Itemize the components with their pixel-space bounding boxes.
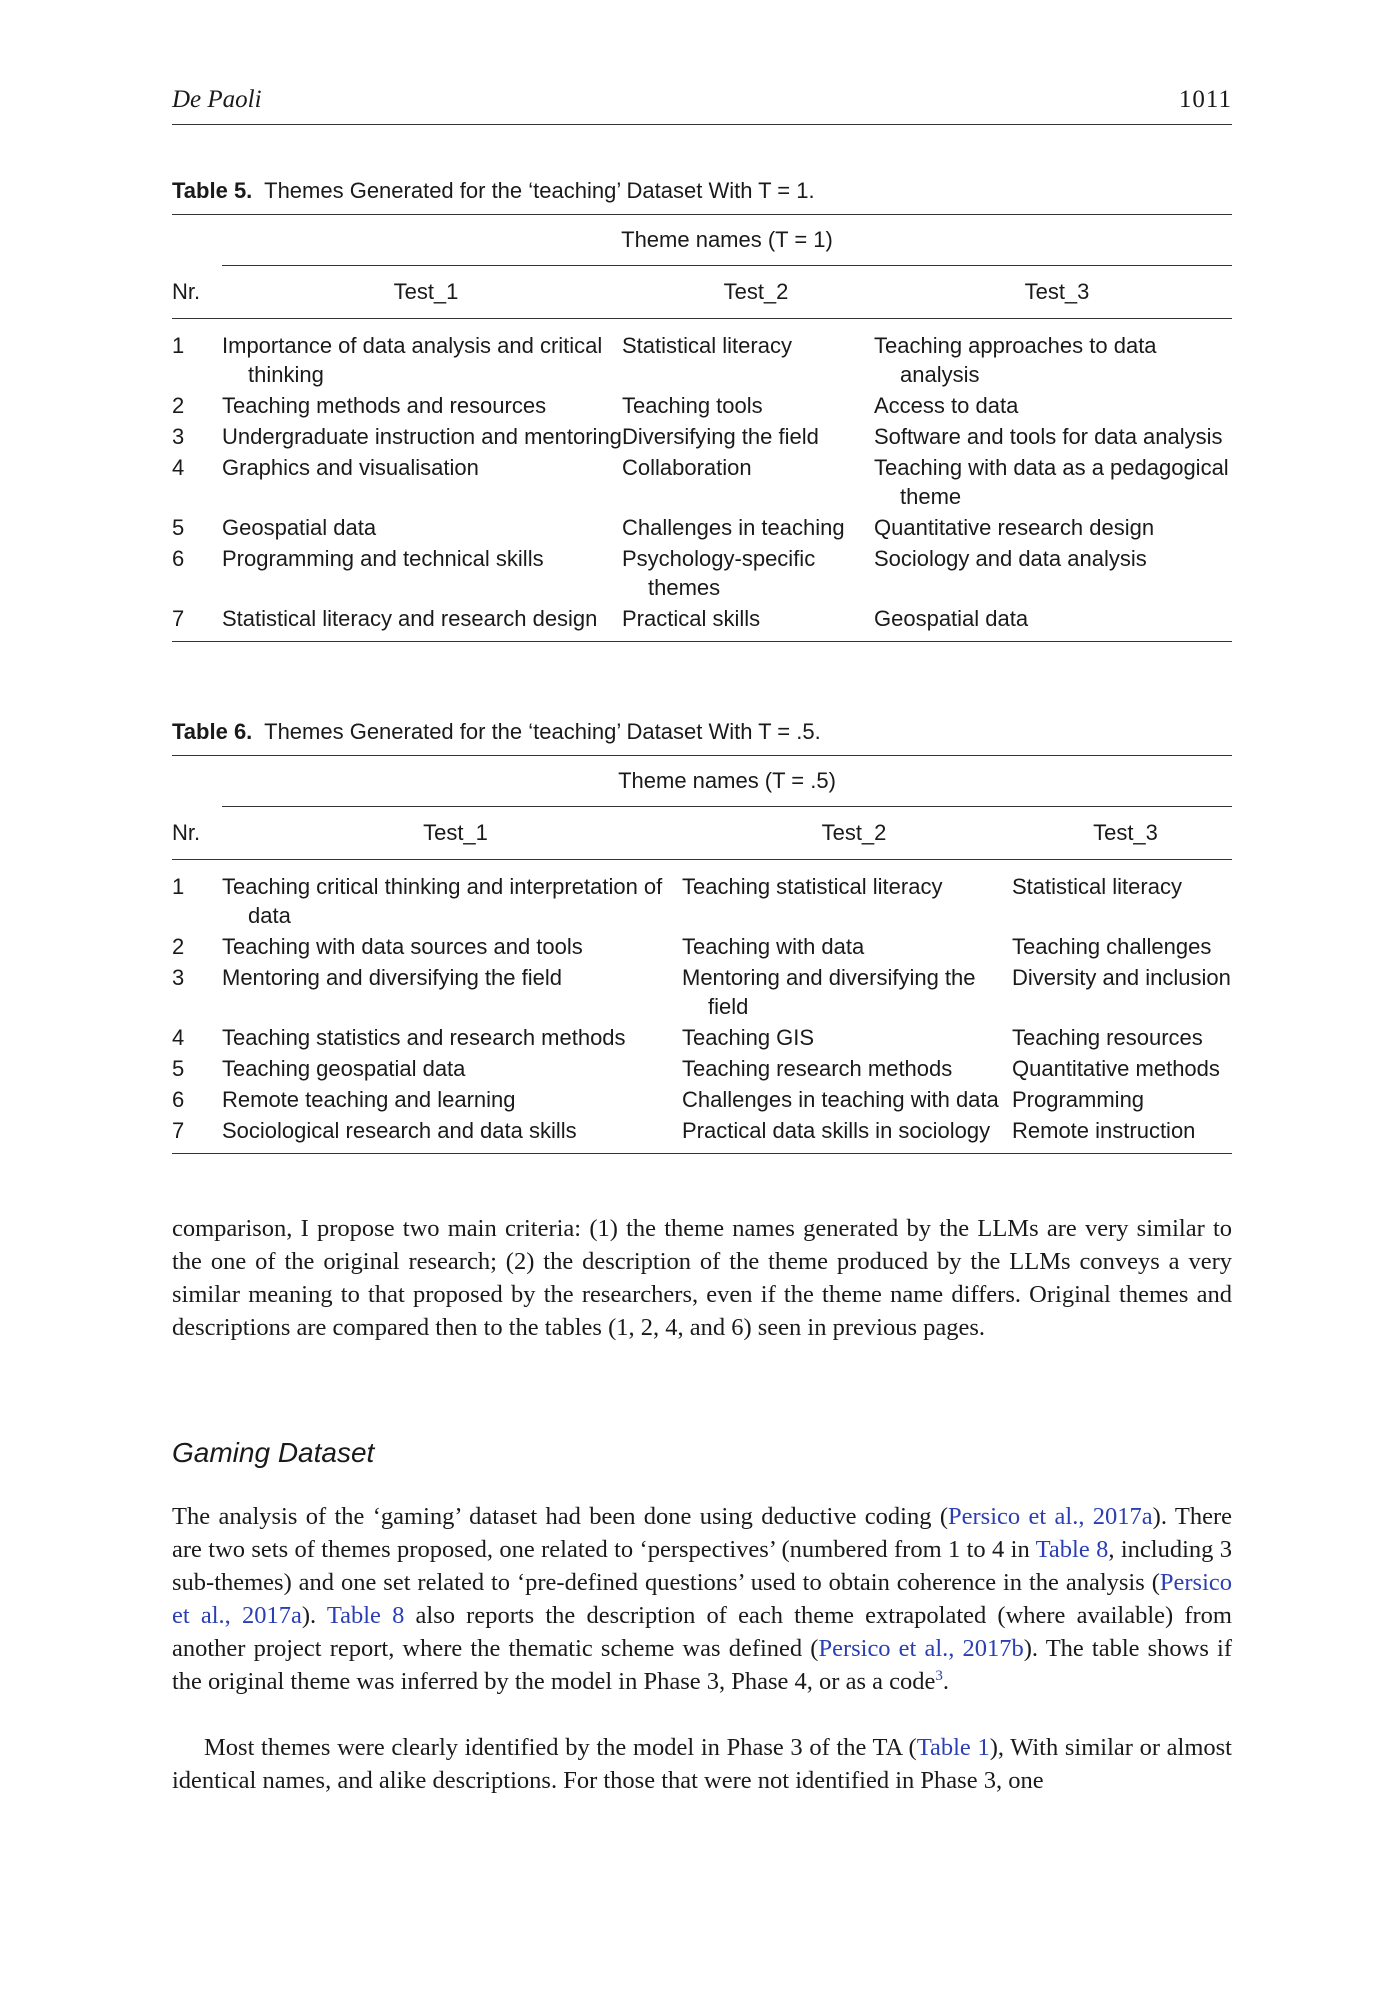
citation-link[interactable]: Persico et al., 2017b — [818, 1635, 1024, 1662]
cell-text: Teaching challenges — [1012, 934, 1212, 959]
table-cell — [222, 544, 622, 602]
table-caption — [172, 174, 1232, 208]
row-number-cell — [172, 1054, 222, 1083]
cell-text: 6 — [172, 546, 185, 571]
table-row — [172, 963, 1232, 1021]
table-cell — [874, 331, 1232, 389]
row-number-cell — [172, 872, 222, 930]
cell-text: Teaching with data sources and tools — [222, 934, 583, 959]
table-cell — [622, 422, 874, 451]
cell-text: 5 — [172, 1056, 185, 1081]
cell-text: 4 — [172, 1025, 185, 1050]
cell-text: Teaching methods and resources — [222, 393, 547, 418]
cell-text: Sociological research and data skills — [222, 1118, 577, 1143]
cell-text: 7 — [172, 1118, 185, 1143]
cell-text: Remote instruction — [1012, 1118, 1196, 1143]
cell-text: Programming — [1012, 1087, 1145, 1112]
table-cell — [682, 1054, 1012, 1083]
cell-text: Practical skills — [622, 606, 761, 631]
cell-text: 4 — [172, 455, 185, 480]
cell-text: 5 — [172, 515, 185, 540]
row-number-cell — [172, 331, 222, 389]
cell-text: Teaching statistical literacy — [682, 874, 943, 899]
row-number-cell — [172, 513, 222, 542]
table-row — [172, 331, 1232, 389]
cell-text: Geospatial data — [874, 606, 1029, 631]
table-body — [172, 319, 1232, 642]
table-cell — [874, 453, 1232, 511]
table-cell — [622, 513, 874, 542]
table-cell — [222, 513, 622, 542]
table-cell — [222, 604, 622, 633]
text-run: ). — [301, 1602, 327, 1629]
row-number-cell — [172, 932, 222, 961]
row-number-cell — [172, 422, 222, 451]
table-reference-link[interactable]: Table 1 — [916, 1734, 990, 1761]
row-number-cell — [172, 453, 222, 511]
table-cell — [222, 932, 682, 961]
table-cell — [682, 1116, 1012, 1145]
table-cell — [222, 1116, 682, 1145]
footnote-marker[interactable]: 3 — [935, 1667, 943, 1684]
table-cell — [682, 1085, 1012, 1114]
table-label: Table 5. — [172, 178, 253, 203]
running-head-author: De Paoli — [172, 86, 262, 113]
citation-link[interactable]: Persico et al., 2017a — [172, 1569, 1232, 1629]
cell-text: 6 — [172, 1087, 185, 1112]
table-cell — [1012, 872, 1232, 930]
table-row — [172, 1116, 1232, 1145]
column-header: Test_2 — [723, 279, 789, 304]
cell-text: Teaching research methods — [682, 1056, 953, 1081]
row-number-cell — [172, 1085, 222, 1114]
table-row — [172, 422, 1232, 451]
table-group-header: Theme names (T = 1) — [222, 215, 1232, 266]
cell-text: Quantitative methods — [1012, 1056, 1220, 1081]
table-cell — [1012, 1116, 1232, 1145]
page-number: 1011 — [1178, 86, 1232, 113]
table-cell — [1012, 1023, 1232, 1052]
table-cell — [1012, 963, 1232, 1021]
table-cell — [222, 391, 622, 420]
cell-text: Mentoring and diversifying the field — [682, 965, 976, 1019]
text-run: The analysis of the ‘gaming’ dataset had been done using deductive coding ( — [172, 1503, 948, 1530]
table-caption-text: Themes Generated for the ‘teaching’ Dataset With T = 1. — [264, 178, 815, 203]
cell-text: Practical data skills in sociology — [682, 1118, 991, 1143]
column-header: Test_2 — [821, 820, 887, 845]
table-cell — [1012, 932, 1232, 961]
cell-text: Challenges in teaching — [622, 515, 845, 540]
cell-text: Geospatial data — [222, 515, 377, 540]
text-run: also reports the description of each theme extrapolated (where available) from another project report, where the thematic scheme was defined ( — [172, 1602, 1232, 1662]
cell-text: 7 — [172, 606, 185, 631]
table-header-row — [172, 807, 1232, 860]
cell-text: Remote teaching and learning — [222, 1087, 516, 1112]
table-header-row — [172, 266, 1232, 319]
cell-text: Statistical literacy — [1012, 874, 1182, 899]
table-cell — [222, 1023, 682, 1052]
row-number-cell — [172, 963, 222, 1021]
cell-text: Teaching GIS — [682, 1025, 815, 1050]
table-cell — [622, 391, 874, 420]
cell-text: Statistical literacy and research design — [222, 606, 598, 631]
table-cell — [874, 513, 1232, 542]
table-row — [172, 391, 1232, 420]
body-paragraph — [172, 1500, 1232, 1698]
table-row — [172, 604, 1232, 633]
table-cell — [874, 422, 1232, 451]
row-number-cell — [172, 544, 222, 602]
cell-text: Collaboration — [622, 455, 752, 480]
body-paragraph: comparison, I propose two main criteria: (1) the theme names generated by the LLMs are very similar to the one of the original research; (2) the description of the theme produced by the LLMs conveys a very similar meaning to that proposed by the researchers, even if the theme name differs. Original themes and descriptions are compared then to the tables (1, 2, 4, and 6) seen in previous pages. — [172, 1215, 1232, 1341]
cell-text: Teaching approaches to data analysis — [874, 333, 1157, 387]
table-cell — [222, 872, 682, 930]
table-group-header: Theme names (T = .5) — [222, 756, 1232, 807]
text-run: . — [942, 1668, 949, 1695]
cell-text: Challenges in teaching with data — [682, 1087, 999, 1112]
section-heading: Gaming Dataset — [172, 1437, 375, 1468]
column-header: Nr. — [172, 279, 201, 304]
cell-text: Software and tools for data analysis — [874, 424, 1223, 449]
column-header: Test_1 — [393, 279, 459, 304]
cell-text: Teaching geospatial data — [222, 1056, 466, 1081]
table-row — [172, 513, 1232, 542]
table-cell — [874, 544, 1232, 602]
table-6 — [172, 715, 1232, 1154]
table-cell — [682, 963, 1012, 1021]
cell-text: 2 — [172, 934, 185, 959]
table-caption-text: Themes Generated for the ‘teaching’ Dataset With T = .5. — [264, 719, 821, 744]
cell-text: Teaching critical thinking and interpretation of data — [222, 874, 663, 928]
table-cell — [222, 422, 622, 451]
table-cell — [222, 963, 682, 1021]
text-run: ). There are two sets of themes proposed, one related to ‘perspectives’ (numbered from 1 to 4 in — [172, 1503, 1232, 1563]
cell-text: Importance of data analysis and critical thinking — [222, 333, 603, 387]
cell-text: Statistical literacy — [622, 333, 792, 358]
cell-text: Teaching tools — [622, 393, 763, 418]
cell-text: Undergraduate instruction and mentoring — [222, 424, 622, 449]
cell-text: Diversity and inclusion — [1012, 965, 1231, 990]
column-header: Test_3 — [1093, 820, 1158, 845]
table-cell — [1012, 1085, 1232, 1114]
cell-text: Teaching resources — [1012, 1025, 1203, 1050]
cell-text: 1 — [172, 874, 185, 899]
table-5 — [172, 174, 1232, 642]
row-number-cell — [172, 604, 222, 633]
text-run: ), With similar or almost identical names, and alike descriptions. For those that were not identified in Phase 3, one — [172, 1734, 1232, 1794]
cell-text: Diversifying the field — [622, 424, 819, 449]
cell-text: Teaching with data as a pedagogical theme — [874, 455, 1229, 509]
text-run: , including 3 sub-themes) and one set related to ‘pre-defined questions’ used to obtain coherence in the analysis ( — [172, 1536, 1233, 1596]
cell-text: Graphics and visualisation — [222, 455, 479, 480]
text-run: Most themes were clearly identified by the model in Phase 3 of the TA ( — [204, 1734, 917, 1761]
table-row — [172, 544, 1232, 602]
body-paragraph — [172, 1731, 1232, 1797]
table-cell — [622, 331, 874, 389]
table-row — [172, 453, 1232, 511]
table-body — [172, 860, 1232, 1154]
table-row — [172, 872, 1232, 930]
cell-text: Teaching statistics and research methods — [222, 1025, 626, 1050]
table-cell — [1012, 1054, 1232, 1083]
table-cell — [874, 391, 1232, 420]
table-cell — [682, 872, 1012, 930]
table-cell — [222, 1054, 682, 1083]
table-cell — [222, 453, 622, 511]
row-number-cell — [172, 1023, 222, 1052]
cell-text: 3 — [172, 965, 185, 990]
cell-text: Programming and technical skills — [222, 546, 544, 571]
table-cell — [874, 604, 1232, 633]
cell-text: Teaching with data — [682, 934, 865, 959]
table-cell — [682, 1023, 1012, 1052]
cell-text: Psychology-specific themes — [622, 546, 816, 600]
cell-text: Sociology and data analysis — [874, 546, 1147, 571]
cell-text: 1 — [172, 333, 185, 358]
table-cell — [622, 604, 874, 633]
column-header: Test_1 — [423, 820, 488, 845]
citation-link[interactable]: Persico et al., 2017a — [948, 1503, 1153, 1530]
table-reference-link[interactable]: Table 8 — [1035, 1536, 1109, 1563]
cell-text: Quantitative research design — [874, 515, 1155, 540]
table-row — [172, 1054, 1232, 1083]
table-reference-link[interactable]: Table 8 — [326, 1602, 405, 1629]
cell-text: 3 — [172, 424, 185, 449]
table-label: Table 6. — [172, 719, 253, 744]
table-row — [172, 1085, 1232, 1114]
table-row — [172, 1023, 1232, 1052]
table-cell — [622, 453, 874, 511]
cell-text: Access to data — [874, 393, 1019, 418]
row-number-cell — [172, 1116, 222, 1145]
table-cell — [682, 932, 1012, 961]
table-cell — [622, 544, 874, 602]
text-run: ). The table shows if the original theme was inferred by the model in Phase 3, Phase 4, or as a code — [172, 1635, 1232, 1695]
table-cell — [222, 331, 622, 389]
running-head — [172, 86, 1232, 125]
table-row — [172, 932, 1232, 961]
cell-text: 2 — [172, 393, 185, 418]
table-caption — [172, 715, 1232, 749]
table-cell — [222, 1085, 682, 1114]
column-header: Nr. — [172, 820, 201, 845]
column-header: Test_3 — [1024, 279, 1090, 304]
row-number-cell — [172, 391, 222, 420]
cell-text: Mentoring and diversifying the field — [222, 965, 562, 990]
